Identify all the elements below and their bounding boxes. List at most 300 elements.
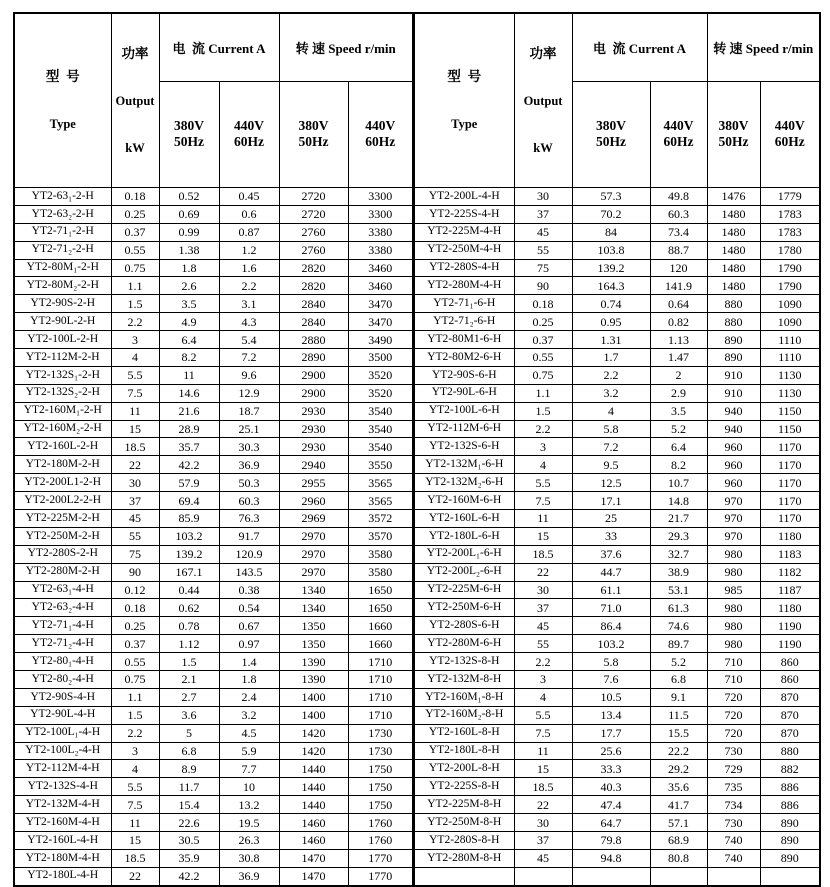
speed-380v-cell: 2720 (279, 205, 348, 223)
current-440v-cell: 68.9 (650, 832, 707, 850)
speed-380v-cell: 880 (707, 313, 760, 331)
type-cell: YT2-160L-4-H (14, 832, 111, 850)
current-380v-cell: 3.5 (159, 295, 219, 313)
type-cell: YT2-200L₂-6-H (414, 563, 514, 581)
type-cell: YT2-80₁-4-H (14, 653, 111, 671)
current-380v-cell: 10.5 (572, 688, 650, 706)
speed-440v-cell: 1783 (760, 223, 820, 241)
table-row (14, 635, 413, 653)
type-cell: YT2-100L₂-4-H (14, 742, 111, 760)
speed-380v-cell: 910 (707, 384, 760, 402)
table-row (14, 760, 413, 778)
output-kw-cell: 0.18 (514, 295, 572, 313)
speed-440v-cell: 3460 (348, 259, 413, 277)
speed-380v-cell: 1476 (707, 187, 760, 205)
current-380v-cell: 0.99 (159, 223, 219, 241)
speed-440v-cell: 1190 (760, 617, 820, 635)
table-row (414, 742, 820, 760)
header-hz50-label: 50Hz (174, 134, 204, 150)
table-row (414, 760, 820, 778)
output-kw-cell: 22 (514, 563, 572, 581)
type-cell: YT2-250M-4-H (414, 241, 514, 259)
speed-380v-cell: 2900 (279, 384, 348, 402)
speed-380v-cell: 980 (707, 617, 760, 635)
current-380v-cell: 1.38 (159, 241, 219, 259)
speed-440v-cell: 3520 (348, 366, 413, 384)
table-row (414, 527, 820, 545)
table-row (414, 563, 820, 581)
table-row (14, 832, 413, 850)
type-cell: YT2-160L-2-H (14, 438, 111, 456)
speed-440v-cell: 1170 (760, 474, 820, 492)
speed-380v-cell: 1480 (707, 223, 760, 241)
header-hz60-label: 60Hz (774, 134, 805, 150)
speed-440v-cell: 3540 (348, 402, 413, 420)
current-380v-cell: 167.1 (159, 563, 219, 581)
type-cell: YT2-225S-4-H (414, 205, 514, 223)
output-kw-cell: 37 (111, 492, 159, 510)
current-380v-cell: 44.7 (572, 563, 650, 581)
speed-380v-cell: 1420 (279, 724, 348, 742)
output-kw-cell: 15 (111, 832, 159, 850)
speed-380v-cell: 730 (707, 814, 760, 832)
type-cell: YT2-90S-4-H (14, 688, 111, 706)
table-row (14, 223, 413, 241)
current-380v-cell: 1.8 (159, 259, 219, 277)
speed-380v-cell: 2900 (279, 366, 348, 384)
speed-440v-cell: 1182 (760, 563, 820, 581)
output-kw-cell: 1.1 (111, 688, 159, 706)
current-380v-cell: 7.2 (572, 438, 650, 456)
table-row (414, 384, 820, 402)
current-440v-cell: 76.3 (219, 509, 279, 527)
type-cell: YT2-100L₁-4-H (14, 724, 111, 742)
header-speed-380v (279, 81, 348, 187)
type-cell: YT2-80₂-4-H (14, 670, 111, 688)
speed-440v-cell: 3570 (348, 527, 413, 545)
current-380v-cell: 94.8 (572, 849, 650, 867)
current-440v-cell: 38.9 (650, 563, 707, 581)
speed-380v-cell: 1390 (279, 653, 348, 671)
current-440v-cell: 120.9 (219, 545, 279, 563)
speed-380v-cell: 970 (707, 492, 760, 510)
speed-440v-cell: 3565 (348, 474, 413, 492)
table-row (414, 223, 820, 241)
current-440v-cell: 12.9 (219, 384, 279, 402)
output-kw-cell: 18.5 (111, 438, 159, 456)
current-380v-cell: 6.8 (159, 742, 219, 760)
table-row (414, 474, 820, 492)
current-440v-cell: 1.13 (650, 331, 707, 349)
header-current-380v (572, 81, 650, 187)
speed-380v-cell: 1340 (279, 599, 348, 617)
type-cell: YT2-180L-8-H (414, 742, 514, 760)
speed-440v-cell: 1110 (760, 348, 820, 366)
speed-440v-cell: 890 (760, 814, 820, 832)
type-cell: YT2-132S-4-H (14, 778, 111, 796)
table-row (414, 832, 820, 850)
type-cell: YT2-80M₁-2-H (14, 259, 111, 277)
header-v440-label: 440V (365, 117, 396, 133)
header-output-unit: kW (533, 140, 553, 155)
table-row (414, 492, 820, 510)
speed-440v-cell: 870 (760, 724, 820, 742)
table-row (14, 509, 413, 527)
current-380v-cell: 25.6 (572, 742, 650, 760)
speed-440v-cell: 880 (760, 742, 820, 760)
header-v380-label: 380V (596, 117, 627, 133)
speed-380v-cell: 1470 (279, 849, 348, 867)
speed-440v-cell: 1170 (760, 492, 820, 510)
spec-rows-right (414, 187, 820, 885)
table-row (14, 331, 413, 349)
output-kw-cell: 90 (111, 563, 159, 581)
table-row (14, 456, 413, 474)
speed-440v-cell: 886 (760, 778, 820, 796)
output-kw-cell: 30 (514, 187, 572, 205)
table-row (14, 706, 413, 724)
speed-440v-cell: 1650 (348, 581, 413, 599)
current-440v-cell: 5.2 (650, 420, 707, 438)
output-kw-cell: 15 (514, 760, 572, 778)
output-kw-cell: 5.5 (514, 706, 572, 724)
current-380v-cell: 12.5 (572, 474, 650, 492)
spec-table-left (13, 12, 414, 887)
table-row (14, 420, 413, 438)
header-type-en: Type (49, 117, 76, 132)
current-440v-cell: 0.82 (650, 313, 707, 331)
table-row (14, 492, 413, 510)
speed-380v-cell: 1460 (279, 832, 348, 850)
speed-380v-cell: 730 (707, 742, 760, 760)
type-cell: YT2-71₂-2-H (14, 241, 111, 259)
type-cell: YT2-90L-4-H (14, 706, 111, 724)
current-380v-cell: 5.8 (572, 653, 650, 671)
type-cell: YT2-225S-8-H (414, 778, 514, 796)
current-440v-cell: 5.9 (219, 742, 279, 760)
current-440v-cell: 50.3 (219, 474, 279, 492)
table-row (414, 456, 820, 474)
current-380v-cell: 5.8 (572, 420, 650, 438)
current-380v-cell: 30.5 (159, 832, 219, 850)
current-440v-cell: 0.45 (219, 187, 279, 205)
type-cell: YT2-132S₂-2-H (14, 384, 111, 402)
type-cell: YT2-132M-4-H (14, 796, 111, 814)
output-kw-cell: 18.5 (514, 545, 572, 563)
current-380v-cell: 22.6 (159, 814, 219, 832)
speed-380v-cell: 940 (707, 420, 760, 438)
current-440v-cell: 6.4 (650, 438, 707, 456)
current-440v-cell: 0.67 (219, 617, 279, 635)
current-380v-cell: 5 (159, 724, 219, 742)
table-row (414, 509, 820, 527)
current-380v-cell: 86.4 (572, 617, 650, 635)
speed-440v-cell: 1760 (348, 814, 413, 832)
current-380v-cell: 69.4 (159, 492, 219, 510)
table-row (14, 438, 413, 456)
current-380v-cell: 0.44 (159, 581, 219, 599)
speed-440v-cell: 1710 (348, 653, 413, 671)
speed-440v-cell: 890 (760, 849, 820, 867)
type-cell: YT2-100L-6-H (414, 402, 514, 420)
speed-380v-cell: 1470 (279, 867, 348, 885)
table-row (414, 706, 820, 724)
table-row (414, 581, 820, 599)
speed-380v-cell: 1400 (279, 706, 348, 724)
speed-380v-cell: 1350 (279, 635, 348, 653)
current-440v-cell: 35.6 (650, 778, 707, 796)
speed-380v-cell: 980 (707, 563, 760, 581)
type-cell: YT2-71₂-6-H (414, 313, 514, 331)
table-row (14, 259, 413, 277)
current-380v-cell: 70.2 (572, 205, 650, 223)
output-kw-cell: 3 (111, 742, 159, 760)
table-row (14, 295, 413, 313)
speed-380v-cell: 740 (707, 849, 760, 867)
current-440v-cell: 14.8 (650, 492, 707, 510)
speed-440v-cell: 3540 (348, 420, 413, 438)
current-440v-cell: 30.3 (219, 438, 279, 456)
current-440v-cell: 7.7 (219, 760, 279, 778)
current-440v-cell: 1.8 (219, 670, 279, 688)
speed-440v-cell: 1180 (760, 527, 820, 545)
current-440v-cell: 10.7 (650, 474, 707, 492)
output-kw-cell: 55 (111, 527, 159, 545)
speed-380v-cell: 960 (707, 456, 760, 474)
speed-380v-cell: 1440 (279, 760, 348, 778)
output-kw-cell: 22 (111, 456, 159, 474)
table-row (414, 366, 820, 384)
speed-380v-cell: 2930 (279, 438, 348, 456)
current-440v-cell: 53.1 (650, 581, 707, 599)
current-440v-cell: 57.1 (650, 814, 707, 832)
current-380v-cell: 71.0 (572, 599, 650, 617)
current-380v-cell: 0.62 (159, 599, 219, 617)
speed-440v-cell: 882 (760, 760, 820, 778)
header-speed-group: 转 速 Speed r/min (707, 13, 820, 81)
type-cell: YT2-132M-8-H (414, 670, 514, 688)
table-row (414, 635, 820, 653)
type-cell: YT2-63₂-2-H (14, 205, 111, 223)
speed-440v-cell (760, 867, 820, 885)
type-cell: YT2-280S-4-H (414, 259, 514, 277)
type-cell: YT2-90S-6-H (414, 366, 514, 384)
speed-440v-cell: 3470 (348, 295, 413, 313)
speed-440v-cell: 886 (760, 796, 820, 814)
current-380v-cell: 4.9 (159, 313, 219, 331)
speed-380v-cell: 2880 (279, 331, 348, 349)
speed-440v-cell: 890 (760, 832, 820, 850)
current-380v-cell: 2.1 (159, 670, 219, 688)
output-kw-cell: 2.2 (514, 420, 572, 438)
current-380v-cell: 79.8 (572, 832, 650, 850)
current-380v-cell: 57.3 (572, 187, 650, 205)
output-kw-cell: 0.18 (111, 187, 159, 205)
speed-380v-cell: 2970 (279, 545, 348, 563)
current-380v-cell: 103.2 (159, 527, 219, 545)
output-kw-cell: 1.5 (111, 706, 159, 724)
current-380v-cell: 17.7 (572, 724, 650, 742)
type-cell: YT2-100L-2-H (14, 331, 111, 349)
header-current-440v (650, 81, 707, 187)
output-kw-cell: 55 (514, 635, 572, 653)
speed-440v-cell: 1130 (760, 366, 820, 384)
header-output-unit: kW (125, 140, 145, 155)
speed-380v-cell: 2955 (279, 474, 348, 492)
current-440v-cell: 0.38 (219, 581, 279, 599)
speed-440v-cell: 1710 (348, 688, 413, 706)
current-440v-cell: 13.2 (219, 796, 279, 814)
type-cell: YT2-200L-8-H (414, 760, 514, 778)
current-440v-cell: 143.5 (219, 563, 279, 581)
speed-440v-cell: 3380 (348, 241, 413, 259)
speed-380v-cell: 2720 (279, 187, 348, 205)
output-kw-cell: 22 (514, 796, 572, 814)
speed-380v-cell: 2970 (279, 563, 348, 581)
current-380v-cell (572, 867, 650, 885)
type-cell (414, 867, 514, 885)
table-row (14, 778, 413, 796)
speed-380v-cell (707, 867, 760, 885)
current-380v-cell: 0.74 (572, 295, 650, 313)
type-cell: YT2-63₁-2-H (14, 187, 111, 205)
type-cell: YT2-160M₁-8-H (414, 688, 514, 706)
spec-table-right (413, 12, 821, 887)
current-440v-cell: 32.7 (650, 545, 707, 563)
speed-380v-cell: 735 (707, 778, 760, 796)
type-cell: YT2-160L-8-H (414, 724, 514, 742)
speed-380v-cell: 2760 (279, 223, 348, 241)
current-440v-cell: 0.64 (650, 295, 707, 313)
current-380v-cell: 40.3 (572, 778, 650, 796)
speed-440v-cell: 3540 (348, 438, 413, 456)
header-output-en: Output (115, 94, 155, 109)
output-kw-cell: 45 (514, 223, 572, 241)
speed-380v-cell: 960 (707, 438, 760, 456)
speed-440v-cell: 3520 (348, 384, 413, 402)
current-380v-cell: 35.9 (159, 849, 219, 867)
current-380v-cell: 42.2 (159, 867, 219, 885)
speed-380v-cell: 2930 (279, 420, 348, 438)
type-cell: YT2-200L-4-H (414, 187, 514, 205)
table-row (14, 384, 413, 402)
current-440v-cell: 88.7 (650, 241, 707, 259)
output-kw-cell: 0.75 (111, 259, 159, 277)
output-kw-cell: 45 (111, 509, 159, 527)
current-380v-cell: 4 (572, 402, 650, 420)
speed-440v-cell: 870 (760, 706, 820, 724)
speed-380v-cell: 1440 (279, 796, 348, 814)
speed-440v-cell: 1783 (760, 205, 820, 223)
table-row (414, 724, 820, 742)
output-kw-cell: 1.1 (111, 277, 159, 295)
speed-440v-cell: 3470 (348, 313, 413, 331)
current-440v-cell: 19.5 (219, 814, 279, 832)
speed-380v-cell: 970 (707, 527, 760, 545)
output-kw-cell: 15 (514, 527, 572, 545)
output-kw-cell: 11 (514, 742, 572, 760)
current-380v-cell: 25 (572, 509, 650, 527)
header-current-group: 电 流 Current A (159, 13, 279, 81)
type-cell: YT2-280S-8-H (414, 832, 514, 850)
output-kw-cell: 1.5 (514, 402, 572, 420)
speed-440v-cell: 1130 (760, 384, 820, 402)
speed-380v-cell: 2969 (279, 509, 348, 527)
speed-440v-cell: 1790 (760, 277, 820, 295)
speed-380v-cell: 2930 (279, 402, 348, 420)
table-row (414, 796, 820, 814)
current-440v-cell: 36.9 (219, 456, 279, 474)
speed-440v-cell: 1183 (760, 545, 820, 563)
table-row (414, 617, 820, 635)
speed-380v-cell: 2890 (279, 348, 348, 366)
table-row (14, 814, 413, 832)
type-cell: YT2-71₁-4-H (14, 617, 111, 635)
current-440v-cell: 0.97 (219, 635, 279, 653)
current-380v-cell: 47.4 (572, 796, 650, 814)
table-row (14, 653, 413, 671)
header-current-380v (159, 81, 219, 187)
header-output-cn: 功率 (529, 46, 557, 61)
header-speed-440v (348, 81, 413, 187)
header-v440-label: 440V (663, 117, 694, 133)
output-kw-cell: 37 (514, 205, 572, 223)
table-header-left (14, 13, 413, 187)
speed-440v-cell: 1770 (348, 867, 413, 885)
current-440v-cell: 30.8 (219, 849, 279, 867)
table-row (414, 331, 820, 349)
type-cell: YT2-180M-2-H (14, 456, 111, 474)
type-cell: YT2-160M-4-H (14, 814, 111, 832)
output-kw-cell: 75 (514, 259, 572, 277)
current-440v-cell: 3.1 (219, 295, 279, 313)
output-kw-cell: 15 (111, 420, 159, 438)
speed-440v-cell: 1650 (348, 599, 413, 617)
current-440v-cell: 61.3 (650, 599, 707, 617)
speed-380v-cell: 1340 (279, 581, 348, 599)
current-380v-cell: 17.1 (572, 492, 650, 510)
speed-440v-cell: 1750 (348, 760, 413, 778)
header-hz60-label: 60Hz (663, 134, 694, 150)
speed-440v-cell: 3565 (348, 492, 413, 510)
current-380v-cell: 33.3 (572, 760, 650, 778)
current-440v-cell: 18.7 (219, 402, 279, 420)
type-cell: YT2-63₂-4-H (14, 599, 111, 617)
output-kw-cell: 1.1 (514, 384, 572, 402)
header-speed-380v (707, 81, 760, 187)
speed-380v-cell: 2820 (279, 277, 348, 295)
output-kw-cell: 0.75 (111, 670, 159, 688)
current-380v-cell: 6.4 (159, 331, 219, 349)
current-440v-cell: 49.8 (650, 187, 707, 205)
speed-380v-cell: 720 (707, 706, 760, 724)
table-row (14, 670, 413, 688)
output-kw-cell: 3 (111, 331, 159, 349)
speed-440v-cell: 1150 (760, 402, 820, 420)
current-380v-cell: 64.7 (572, 814, 650, 832)
header-speed-440v (760, 81, 820, 187)
speed-380v-cell: 985 (707, 581, 760, 599)
output-kw-cell: 7.5 (111, 384, 159, 402)
table-row (14, 205, 413, 223)
output-kw-cell: 0.37 (514, 331, 572, 349)
table-row (14, 187, 413, 205)
speed-380v-cell: 734 (707, 796, 760, 814)
current-380v-cell: 13.4 (572, 706, 650, 724)
current-440v-cell: 1.6 (219, 259, 279, 277)
current-440v-cell (650, 867, 707, 885)
type-cell: YT2-200L2-2-H (14, 492, 111, 510)
